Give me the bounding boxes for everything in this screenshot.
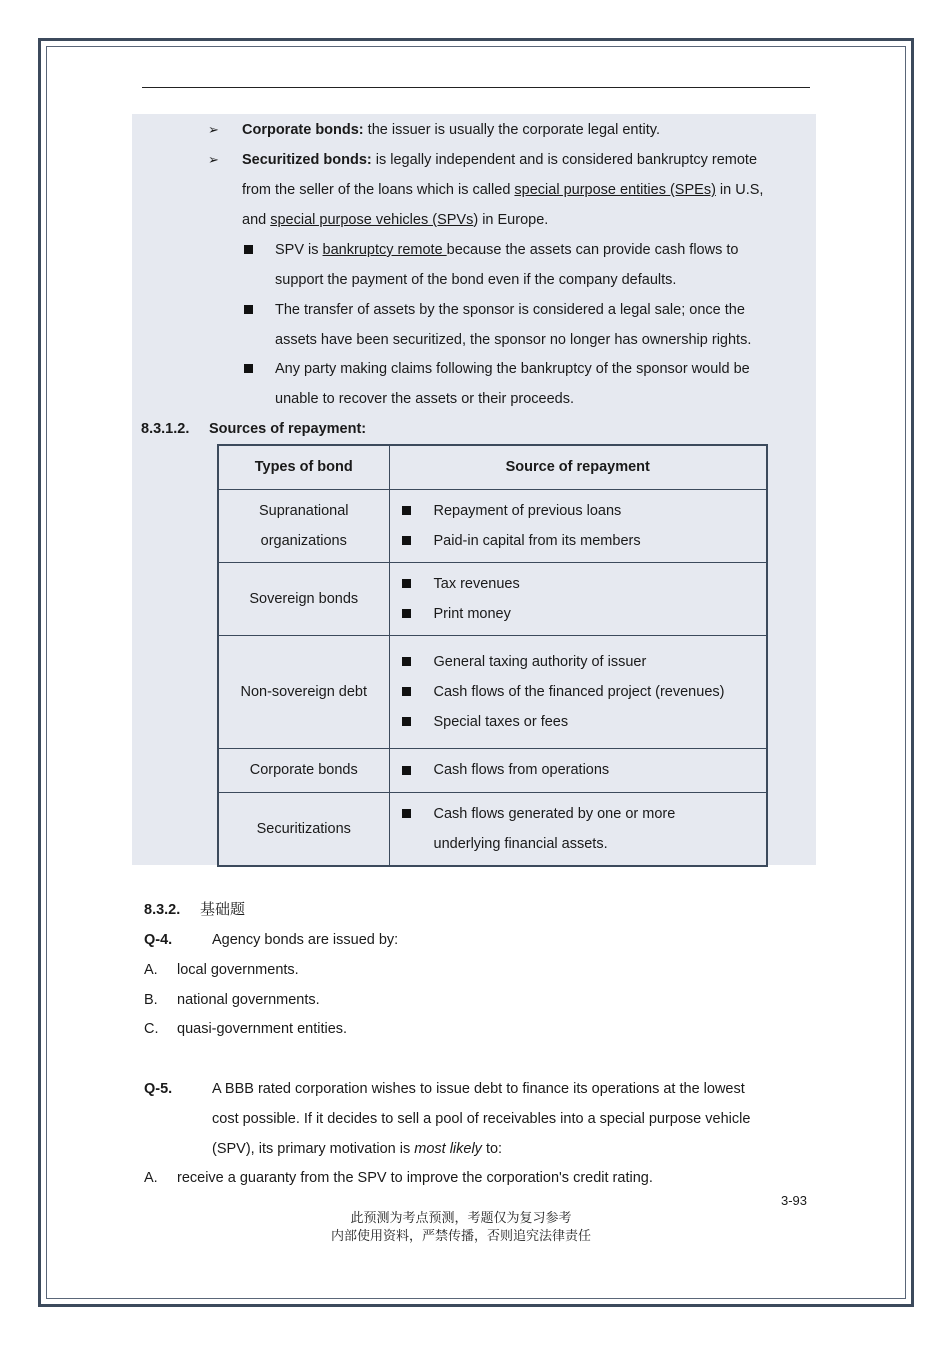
list-item bbox=[402, 569, 767, 599]
table-header-row bbox=[218, 445, 767, 489]
sub-bullet-2-line2: assets have been securitized, the sponsor no longer has ownership rights. bbox=[275, 332, 752, 348]
square-bullet-icon bbox=[402, 809, 411, 818]
square-bullet-icon bbox=[402, 657, 411, 666]
question-5-option-a[interactable]: receive a guaranty from the SPV to improve the corporation's credit rating. bbox=[177, 1170, 653, 1186]
square-bullet-icon bbox=[244, 240, 253, 260]
list-item bbox=[402, 677, 767, 707]
text-span: because the assets can provide cash flows to bbox=[446, 242, 739, 258]
table-cell-sources bbox=[389, 489, 767, 562]
table-row bbox=[218, 562, 767, 635]
square-bullet-icon bbox=[244, 300, 253, 320]
bullet-securitized-line1 bbox=[242, 150, 757, 170]
table-row bbox=[218, 635, 767, 748]
table-cell-sources bbox=[389, 635, 767, 748]
footer-line-1: 此预测为考点预测，考题仅为复习参考 bbox=[350, 1211, 572, 1226]
footer-line-2: 内部使用资料，严禁传播，否则追究法律责任 bbox=[330, 1229, 591, 1244]
repayment-table bbox=[217, 444, 768, 867]
arrow-bullet-icon: ➢ bbox=[208, 152, 219, 167]
question-5-stem-line1: A BBB rated corporation wishes to issue debt to finance its operations at the lowest bbox=[212, 1081, 745, 1097]
bullet-corporate bbox=[242, 120, 660, 140]
sub-bullet-1-line1 bbox=[275, 240, 738, 260]
square-bullet-icon bbox=[402, 766, 411, 775]
sub-bullet-3-line1: Any party making claims following the bankruptcy of the sponsor would be bbox=[275, 361, 750, 377]
bullet-corporate-label: Corporate bonds: bbox=[242, 122, 364, 138]
table-row bbox=[218, 792, 767, 866]
square-bullet-icon bbox=[402, 506, 411, 515]
text-span: ) in Europe. bbox=[473, 212, 549, 228]
list-item bbox=[402, 599, 767, 629]
table-header-source: Source of repayment bbox=[389, 445, 767, 489]
text-span: Special taxes or fees bbox=[433, 713, 569, 730]
sub-bullet-2-line1: The transfer of assets by the sponsor is considered a legal sale; once the bbox=[275, 302, 745, 318]
square-bullet-icon bbox=[402, 687, 411, 696]
question-4-option-c[interactable]: quasi-government entities. bbox=[177, 1021, 348, 1037]
text-span: Repayment of previous loans bbox=[433, 502, 622, 519]
square-bullet-icon bbox=[244, 359, 253, 379]
table-row bbox=[218, 489, 767, 562]
bullet-securitized-line3 bbox=[242, 210, 548, 230]
question-4-label: Q-4. bbox=[144, 932, 173, 948]
question-4-option-b[interactable]: national governments. bbox=[177, 992, 320, 1008]
section-title-basic: 基础题 bbox=[200, 900, 246, 918]
spvs-link[interactable]: special purpose vehicles (SPVs bbox=[270, 212, 474, 228]
page-number: 3-93 bbox=[781, 1193, 808, 1208]
bullet-securitized-label: Securitized bonds: bbox=[242, 152, 372, 168]
list-item bbox=[402, 526, 767, 556]
question-4-stem: Agency bonds are issued by: bbox=[212, 932, 399, 948]
table-cell-type: Securitizations bbox=[218, 792, 389, 866]
square-bullet-icon bbox=[402, 579, 411, 588]
text-span: Paid-in capital from its members bbox=[433, 532, 641, 549]
section-number-basic: 8.3.2. bbox=[144, 902, 181, 918]
bullet-corporate-text: the issuer is usually the corporate legal entity. bbox=[363, 122, 660, 138]
question-4-option-letter: A. bbox=[144, 962, 158, 978]
question-4-option-a[interactable]: local governments. bbox=[177, 962, 299, 978]
list-item bbox=[402, 647, 767, 677]
text-span: Cash flows of the financed project (revenues) bbox=[433, 683, 725, 700]
header-rule bbox=[142, 87, 810, 88]
section-number-repayment: 8.3.1.2. bbox=[141, 421, 190, 437]
question-4-option-letter: C. bbox=[144, 1021, 159, 1037]
text-span: in U.S, bbox=[715, 182, 764, 198]
table-cell-type: Sovereign bonds bbox=[218, 562, 389, 635]
text-span: General taxing authority of issuer bbox=[433, 653, 647, 670]
text-span: to: bbox=[481, 1141, 503, 1157]
text-span: Cash flows generated by one or more underlying financial assets. bbox=[433, 805, 676, 852]
text-span: SPV is bbox=[275, 242, 323, 258]
sub-bullet-3-line2: unable to recover the assets or their proceeds. bbox=[275, 391, 575, 407]
list-item bbox=[402, 496, 767, 526]
bullet-securitized-text: is legally independent and is considered bankruptcy remote bbox=[371, 152, 758, 168]
text-span: Tax revenues bbox=[433, 575, 520, 592]
table-cell-type: Non-sovereign debt bbox=[218, 635, 389, 748]
text-span: (SPV), its primary motivation is bbox=[212, 1141, 415, 1157]
question-5-option-letter: A. bbox=[144, 1170, 158, 1186]
arrow-bullet-icon: ➢ bbox=[208, 122, 219, 137]
question-5-stem-line3 bbox=[212, 1139, 502, 1159]
table-row bbox=[218, 748, 767, 792]
list-item bbox=[402, 755, 767, 785]
text-span: and bbox=[242, 212, 271, 228]
table-cell-sources bbox=[389, 562, 767, 635]
square-bullet-icon bbox=[402, 717, 411, 726]
question-4-option-letter: B. bbox=[144, 992, 158, 1008]
question-5-label: Q-5. bbox=[144, 1081, 173, 1097]
bullet-securitized-line2 bbox=[242, 180, 763, 200]
question-5-stem-line2: cost possible. If it decides to sell a pool of receivables into a special purpose vehicle bbox=[212, 1111, 751, 1127]
table-header-type: Types of bond bbox=[218, 445, 389, 489]
spes-link[interactable]: special purpose entities (SPEs) bbox=[514, 182, 716, 198]
table-cell-sources bbox=[389, 792, 767, 866]
text-span: from the seller of the loans which is called bbox=[242, 182, 515, 198]
bankruptcy-remote-link[interactable]: bankruptcy remote bbox=[322, 242, 447, 258]
sub-bullet-1-line2: support the payment of the bond even if the company defaults. bbox=[275, 272, 677, 288]
square-bullet-icon bbox=[402, 609, 411, 618]
text-span: Print money bbox=[433, 605, 511, 622]
square-bullet-icon bbox=[402, 536, 411, 545]
text-span: most likely bbox=[414, 1141, 482, 1157]
list-item bbox=[402, 707, 767, 737]
text-span: Cash flows from operations bbox=[433, 762, 610, 778]
list-item bbox=[402, 799, 692, 859]
section-title-repayment: Sources of repayment: bbox=[209, 421, 367, 437]
table-cell-sources bbox=[389, 748, 767, 792]
table-cell-type: Corporate bonds bbox=[218, 748, 389, 792]
table-cell-type: Supranational organizations bbox=[218, 489, 389, 562]
